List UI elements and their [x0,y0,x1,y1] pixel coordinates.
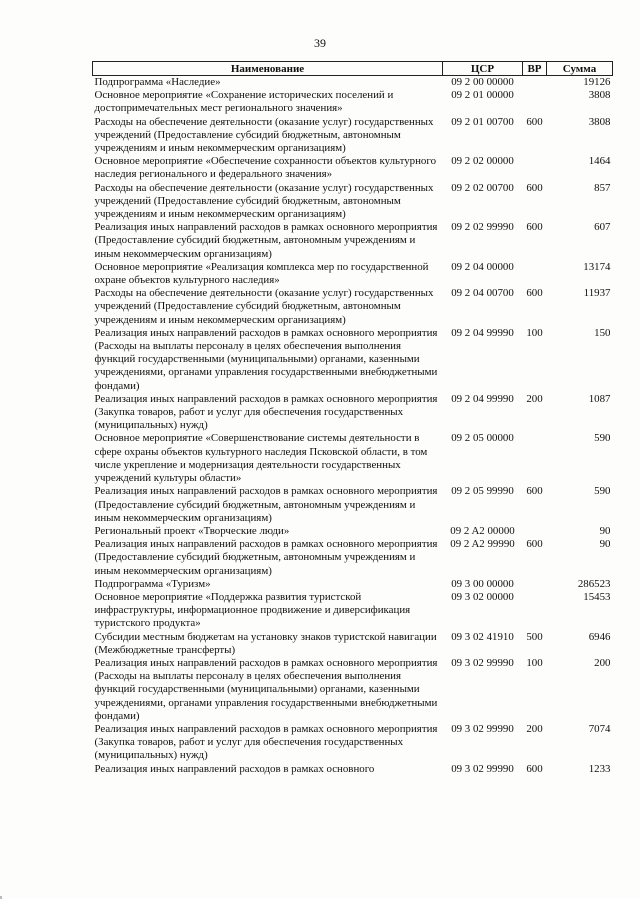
cell-name: Расходы на обеспечение деятельности (оказание услуг) государственных учреждений (Предоставление субсидий бюджетным, автономным учреждениям и иным некоммерческим организациям) [94,181,434,221]
page-number: 39 [314,36,326,50]
cell-name: Основное мероприятие «Совершенствование системы деятельности в сфере охраны объектов культурного наследия Псковской области, в том числе укрепление и модернизация деятельности государственных учреждений культуры области» [94,432,428,485]
cell-name: Подпрограмма «Туризм» [94,577,211,590]
cell-vr [523,155,547,181]
cell-vr [523,89,547,115]
header-vr: ВР [523,62,547,76]
cell-name: Региональный проект «Творческие люди» [94,524,290,537]
cell-vr: 500 [526,630,543,643]
table-row [93,432,613,485]
cell-vr [523,432,547,485]
cell-sum: 15453 [583,590,611,603]
table-row [93,525,613,538]
cell-csr: 09 2 02 00700 [451,181,514,194]
cell-name: Расходы на обеспечение деятельности (оказание услуг) государственных учреждений (Предоставление субсидий бюджетным, автономным учреждениям и иным некоммерческим организациям) [94,287,434,326]
table-row [93,723,613,763]
cell-csr: 09 2 04 00000 [451,260,514,273]
cell-sum: 11937 [583,287,611,300]
cell-vr: 600 [526,221,543,234]
cell-csr: 09 3 02 99990 [451,762,514,775]
cell-name: Реализация иных направлений расходов в рамках основного мероприятия (Предоставление субсидий бюджетным, автономным учреждениям и иным некоммерческим организациям) [94,221,438,260]
cell-sum: 13174 [583,260,611,273]
cell-vr [523,591,547,631]
cell-sum: 590 [594,485,611,498]
cell-sum: 90 [599,524,611,537]
cell-name: Расходы на обеспечение деятельности (оказание услуг) государственных учреждений (Предоставление субсидий бюджетным, автономным учреждениям и иным некоммерческим организациям) [94,115,434,155]
cell-sum: 7074 [588,722,611,735]
cell-name: Реализация иных направлений расходов в рамках основного мероприятия (Предоставление субсидий бюджетным, автономным учреждениям и иным некоммерческим организациям) [94,538,438,577]
cell-csr: 09 2 01 00700 [451,115,514,128]
cell-vr: 600 [526,762,543,775]
cell-csr: 09 2 A2 00000 [450,524,515,537]
cell-sum: 3808 [588,115,611,128]
table-row [93,327,613,393]
table-row [93,116,613,156]
budget-table [92,61,613,776]
table-header-row [93,62,613,76]
cell-csr: 09 3 02 99990 [451,722,514,735]
cell-sum: 6946 [588,630,611,643]
cell-vr [523,525,547,538]
cell-name: Реализация иных направлений расходов в рамках основного мероприятия (Предоставление субсидий бюджетным, автономным учреждениям и иным некоммерческим организациям) [94,485,438,524]
table-row [93,287,613,327]
table-row [93,631,613,657]
cell-name: Реализация иных направлений расходов в рамках основного [94,762,375,775]
table-row [93,221,613,261]
cell-sum: 90 [599,538,611,551]
cell-name: Субсидии местным бюджетам на установку знаков туристской навигации (Межбюджетные трансферты) [94,630,437,656]
table-row [93,538,613,578]
cell-vr: 600 [526,181,543,194]
cell-sum: 286523 [577,577,611,590]
header-csr: ЦСР [443,62,523,76]
cell-csr: 09 3 02 99990 [451,656,514,669]
cell-csr: 09 2 05 99990 [451,485,514,498]
cell-csr: 09 2 02 99990 [451,221,514,234]
cell-vr: 200 [526,392,543,405]
cell-sum: 19126 [583,76,611,88]
cell-sum: 857 [594,181,611,194]
cell-vr [523,578,547,591]
table-row [93,393,613,433]
table-row [93,578,613,591]
cell-csr: 09 2 04 99990 [451,392,514,405]
cell-sum: 1233 [588,762,611,775]
table-row [93,763,613,776]
table-row [93,182,613,222]
cell-name: Реализация иных направлений расходов в рамках основного мероприятия (Закупка товаров, работ и услуг для обеспечения государственных (муниципальных) нужд) [94,392,438,432]
header-sum: Сумма [547,62,613,76]
cell-vr [523,261,547,287]
cell-name: Реализация иных направлений расходов в рамках основного мероприятия (Закупка товаров, работ и услуг для обеспечения государственных (муниципальных) нужд) [94,722,438,762]
cell-csr: 09 2 05 00000 [451,432,514,445]
table-body [93,76,613,776]
cell-name: Реализация иных направлений расходов в рамках основного мероприятия (Расходы на выплаты персоналу в целях обеспечения выполнения функций государственными (муниципальными) органами, казенными учреждениями, органами управления государственными внебюджетными фондами) [94,656,438,722]
table-row [93,485,613,525]
cell-vr: 200 [526,722,543,735]
cell-csr: 09 2 04 00700 [451,287,514,300]
cell-name: Реализация иных направлений расходов в рамках основного мероприятия (Расходы на выплаты персоналу в целях обеспечения выполнения функций государственными (муниципальными) органами, казенными учреждениями, органами управления государственными внебюджетными фондами) [94,326,438,392]
cell-sum: 1464 [588,155,611,168]
table-row [93,76,613,90]
cell-csr: 09 2 01 00000 [451,89,514,102]
cell-sum: 200 [594,656,611,669]
table-row [93,89,613,115]
cell-csr: 09 3 02 41910 [451,630,514,643]
cell-csr: 09 2 00 00000 [451,76,514,88]
cell-name: Основное мероприятие «Сохранение исторических поселений и достопримечательных мест регионального значения» [94,89,394,115]
cell-name: Подпрограмма «Наследие» [94,76,221,88]
cell-sum: 150 [594,326,611,339]
cell-name: Основное мероприятие «Обеспечение сохранности объектов культурного наследия регионального и федерального значения» [94,155,437,181]
cell-sum: 607 [594,221,611,234]
cell-csr: 09 3 00 00000 [451,577,514,590]
cell-vr: 100 [526,326,543,339]
table-row [93,591,613,631]
table-row [93,261,613,287]
cell-vr: 100 [526,656,543,669]
cell-vr: 600 [526,115,543,128]
cell-csr: 09 2 A2 99990 [450,538,515,551]
table-row [93,657,613,723]
cell-vr: 600 [526,485,543,498]
cell-csr: 09 3 02 00000 [451,590,514,603]
cell-vr: 600 [526,287,543,300]
cell-sum: 590 [594,432,611,445]
cell-name: Основное мероприятие «Поддержка развития туристской инфраструктуры, информационное продвижение и диверсификация туристского продукта» [94,590,411,630]
header-name: Наименование [93,62,443,76]
cell-vr: 600 [526,538,543,551]
cell-name: Основное мероприятие «Реализация комплекса мер по государственной охране объектов культурного наследия» [94,260,429,287]
cell-csr: 09 2 02 00000 [451,155,514,168]
cell-sum: 1087 [588,392,611,405]
table-row [93,155,613,181]
cell-vr [523,76,547,90]
cell-csr: 09 2 04 99990 [451,326,514,339]
cell-sum: 3808 [588,89,611,102]
